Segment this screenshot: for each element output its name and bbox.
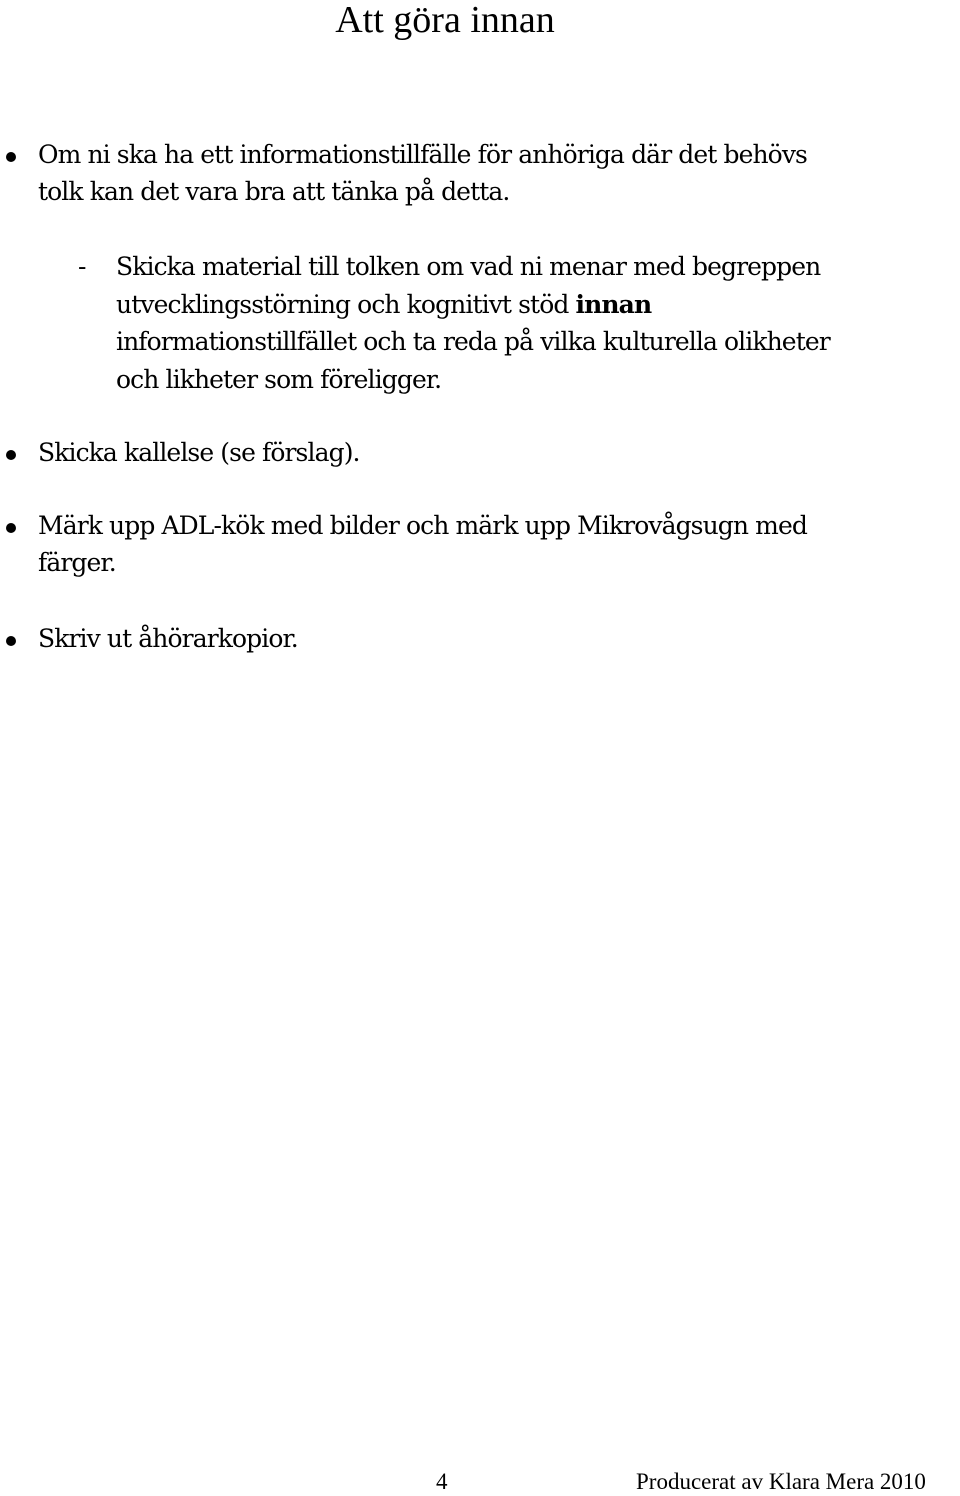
list-item-line: Skriv ut åhörarkopior. <box>38 624 298 653</box>
list-item <box>38 507 948 581</box>
bullet-dot <box>6 636 16 646</box>
sub-item-line <box>116 286 956 324</box>
sub-item-line: Skicka material till tolken om vad ni menar med begreppen <box>116 252 821 281</box>
sub-item-line: informationstillfället och ta reda på vilka kulturella olikheter <box>116 327 830 356</box>
list-item-line: Märk upp ADL-kök med bilder och märk upp Mikrovågsugn med <box>38 511 807 540</box>
page-number: 4 <box>436 1469 448 1494</box>
bullet-dot <box>6 152 16 162</box>
list-item-line: Skicka kallelse (se förslag). <box>38 438 360 467</box>
page-title: Att göra innan <box>335 0 555 41</box>
emphasis-text: innan <box>575 289 652 319</box>
sub-list-item <box>116 248 956 398</box>
list-item <box>38 434 948 471</box>
sub-item-line: och likheter som föreligger. <box>116 364 442 394</box>
list-item-line: färger. <box>38 548 116 577</box>
bullet-dot <box>6 523 16 533</box>
bullet-dot <box>6 450 16 460</box>
list-item-line: Om ni ska ha ett informationstillfälle för anhöriga där det behövs <box>38 140 807 169</box>
sub-item-text: utvecklingsstörning och kognitivt stöd <box>116 289 576 319</box>
list-item-line: tolk kan det vara bra att tänka på detta. <box>38 177 510 206</box>
list-item <box>38 620 948 657</box>
list-item <box>38 136 948 210</box>
dash-marker: - <box>78 252 87 281</box>
footer-credit: Producerat av Klara Mera 2010 <box>636 1469 926 1494</box>
